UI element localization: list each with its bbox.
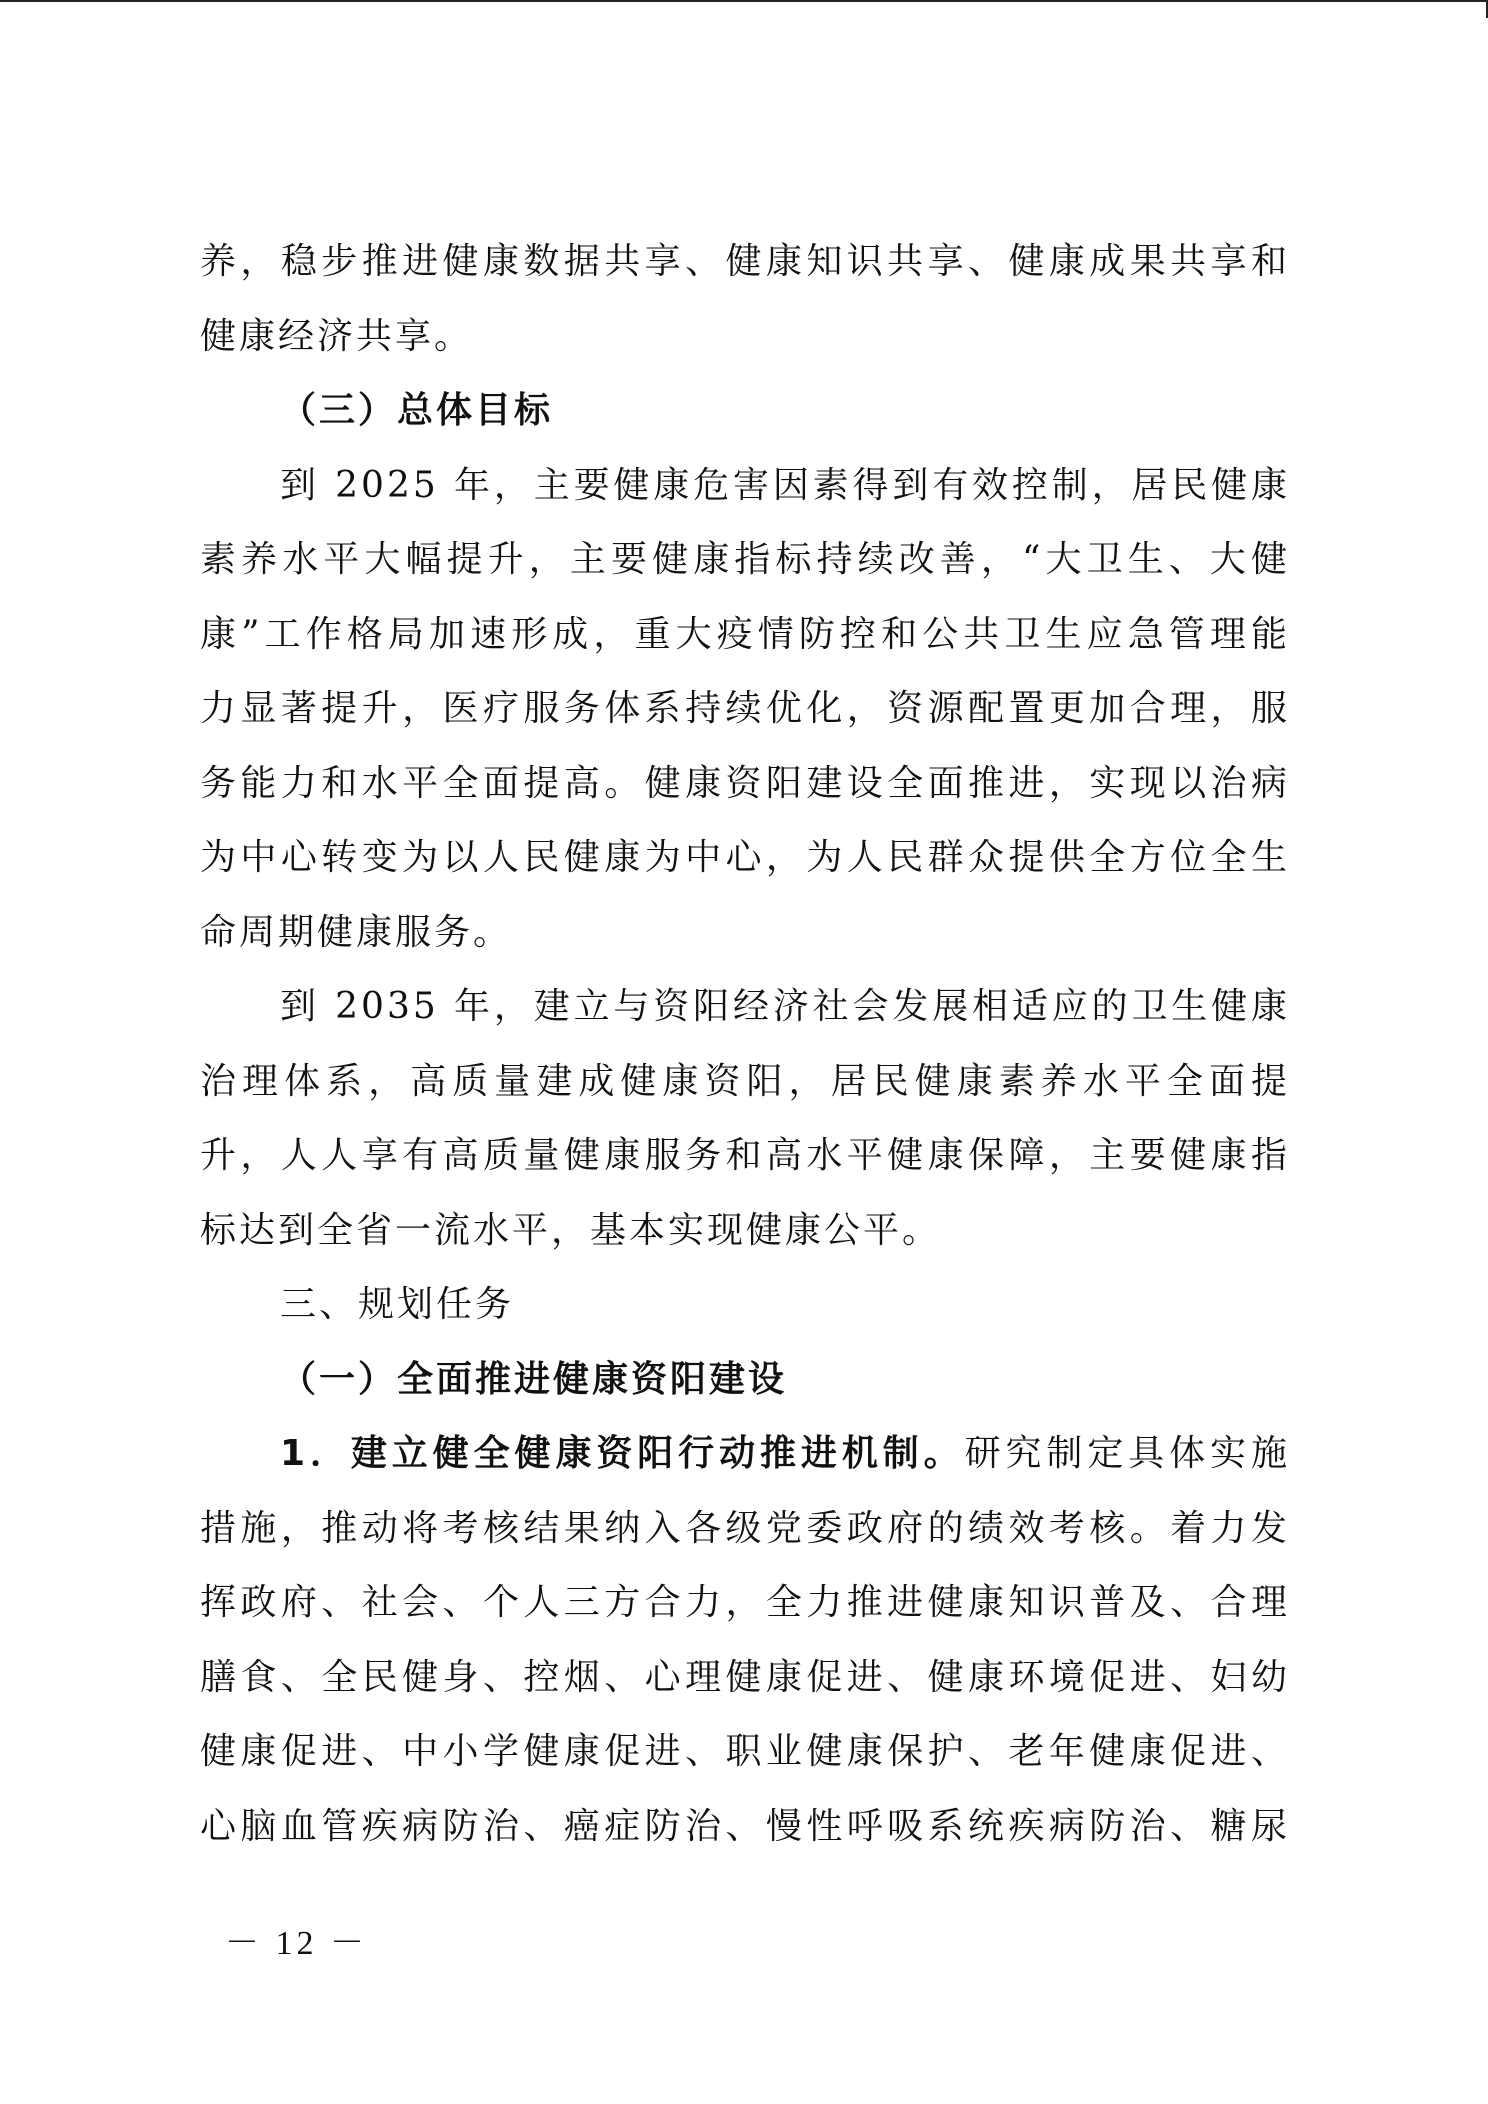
item-1-first-line: [200, 1417, 1290, 1492]
body-line: 养，稳步推进健康数据共享、健康知识共享、健康成果共享和: [200, 241, 1290, 282]
paragraph-2035-line: 升，人人享有高质量健康服务和高水平健康保障，主要健康指: [200, 1135, 1290, 1176]
document-body: [200, 225, 1290, 1864]
paragraph-2035-line: 到 2035 年，建立与资阳经济社会发展相适应的卫生健康: [280, 986, 1290, 1027]
paragraph-2025-line: 力显著提升，医疗服务体系持续优化，资源配置更加合理，服: [200, 688, 1290, 729]
page-top-border: [0, 0, 1488, 2]
paragraph-2035-line: 标达到全省一流水平，基本实现健康公平。: [200, 1209, 942, 1251]
item-1-line: 措施，推动将考核结果纳入各级党委政府的绩效考核。着力发: [200, 1507, 1290, 1549]
paragraph-2025-line: 务能力和水平全面提高。健康资阳建设全面推进，实现以治病: [200, 762, 1290, 804]
paragraph-2025-line: 康”工作格局加速形成，重大疫情防控和公共卫生应急管理能: [200, 613, 1290, 655]
paragraph-2025-line: 到 2025 年，主要健康危害因素得到有效控制，居民健康: [280, 464, 1290, 506]
paragraph-2025-line: 为中心转变为以人民健康为中心，为人民群众提供全方位全生: [200, 837, 1290, 878]
page-number: － 12 －: [225, 1925, 368, 1962]
paragraph-2035-line: 治理体系，高质量建成健康资阳，居民健康素养水平全面提: [200, 1060, 1290, 1102]
item-1-first-text: 研究制定具体实施: [964, 1433, 1290, 1474]
item-1-title: 1．建立健全健康资阳行动推进机制。: [280, 1433, 965, 1474]
subsection-heading-overall-goals: （三）总体目标: [280, 390, 554, 431]
item-1-line: 挥政府、社会、个人三方合力，全力推进健康知识普及、合理: [200, 1582, 1290, 1623]
item-1-line: 心脑血管疾病防治、癌症防治、慢性呼吸系统疾病防治、糖尿: [200, 1805, 1290, 1847]
body-line: 健康经济共享。: [200, 315, 474, 357]
paragraph-2025-line: 命周期健康服务。: [200, 911, 513, 953]
item-1-line: 健康促进、中小学健康促进、职业健康保护、老年健康促进、: [200, 1731, 1290, 1772]
subsection-heading-healthy-ziyang: （一）全面推进健康资阳建设: [280, 1358, 788, 1400]
paragraph-2025-line: 素养水平大幅提升，主要健康指标持续改善，“大卫生、大健: [200, 539, 1290, 580]
item-1-line: 膳食、全民健身、控烟、心理健康促进、健康环境促进、妇幼: [200, 1656, 1290, 1698]
section-heading-planning-tasks: 三、规划任务: [280, 1284, 515, 1325]
